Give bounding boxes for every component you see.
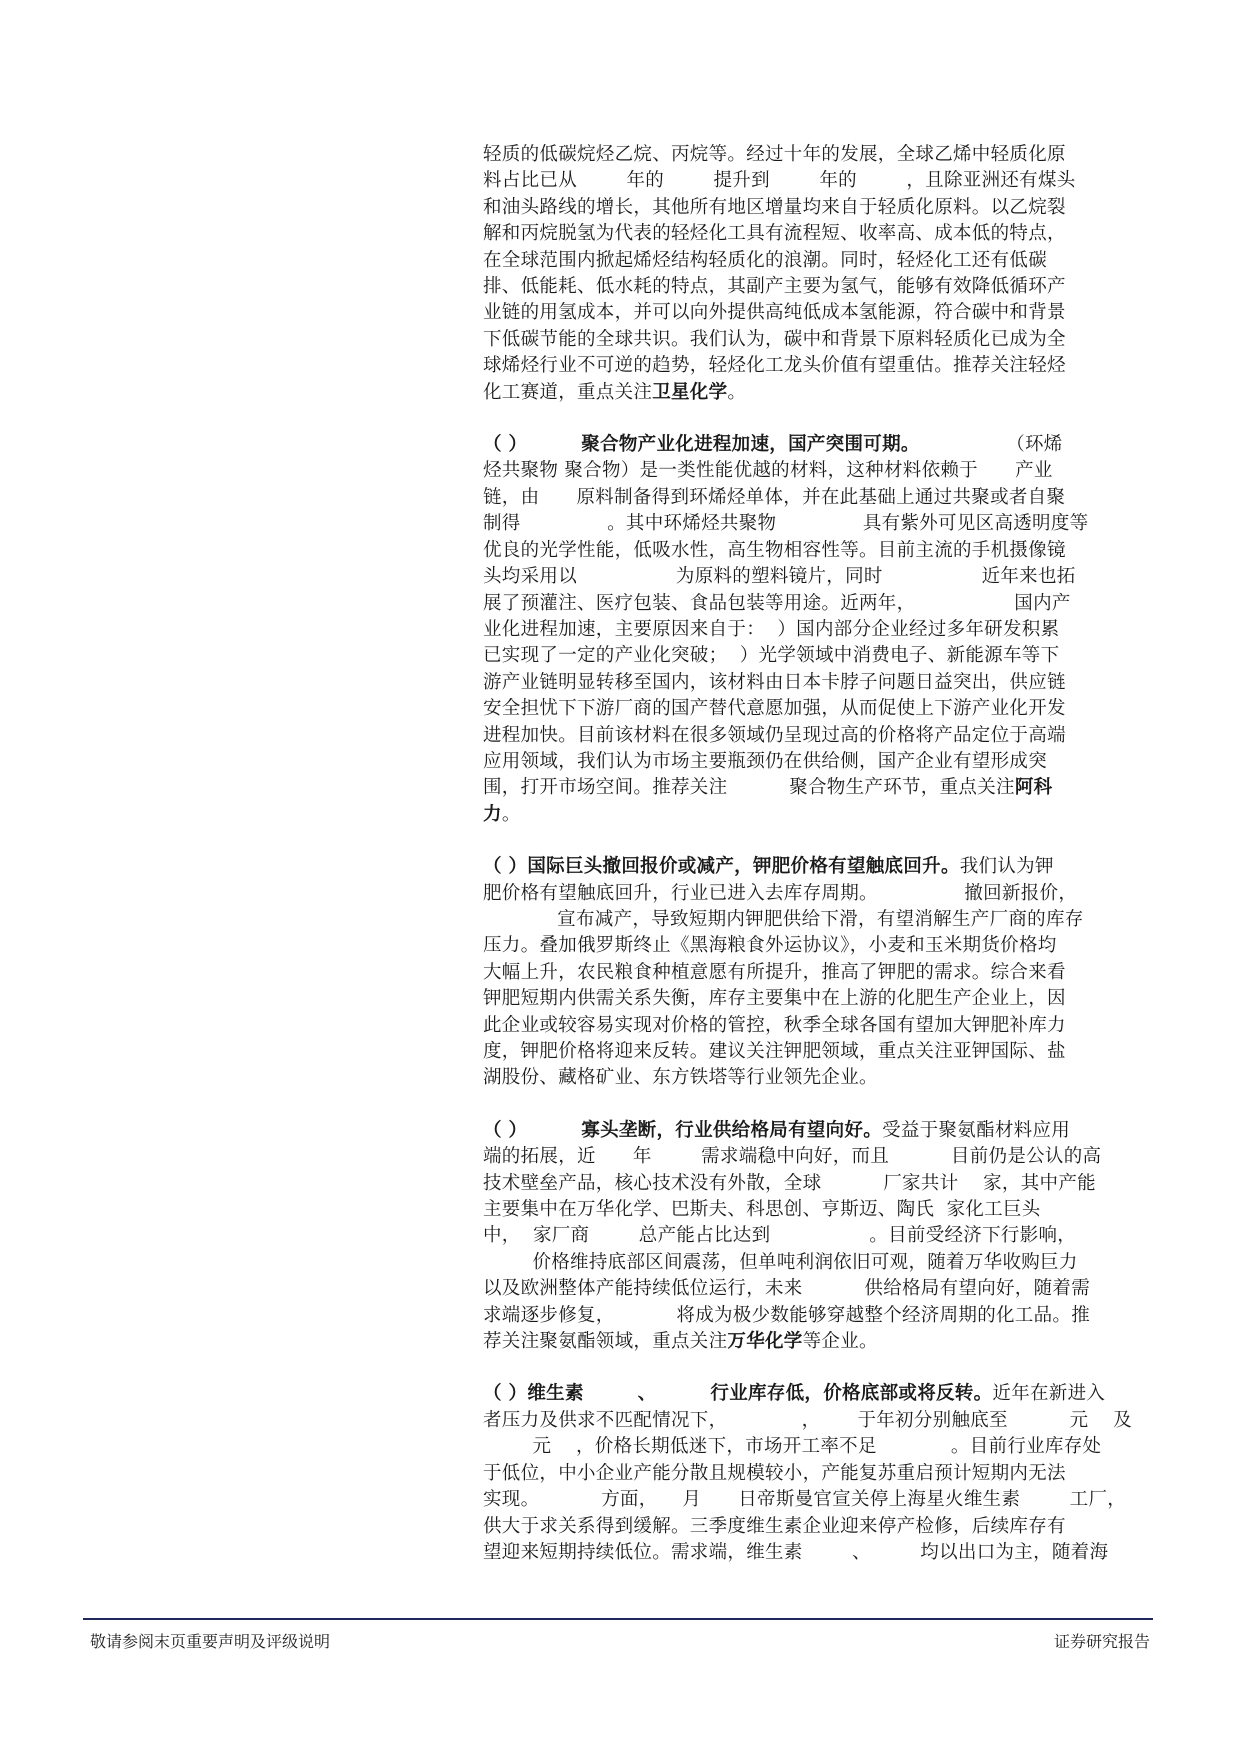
text-segment: 解和丙烷脱氢为代表的轻烃化工具有流程短、收率高、成本低的特点， [483, 223, 1066, 245]
text-segment: 展了预灌注、医疗包装、食品包装等用途。近两年， 国内产 [483, 592, 1071, 614]
footer-report-type: 证券研究报告 [1053, 1632, 1150, 1651]
text-line [483, 723, 1135, 749]
text-segment: 大幅上升，农民粮食种植意愿有所提升，推高了钾肥的需求。综合来看 [483, 961, 1066, 983]
text-segment: 近年在新进入 [992, 1383, 1106, 1405]
text-segment: 实现。 方面， 月 日帝斯曼官宣关停上海星火维生素 工厂， [483, 1489, 1127, 1511]
text-line [483, 1303, 1135, 1329]
text-segment: 链，由 原料制备得到环烯烃单体，并在此基础上通过共聚或者自聚 [483, 486, 1066, 508]
bold-text: （ ）维生素 、 行业库存低，价格底部或将反转。 [483, 1383, 993, 1405]
text-segment: 球烯烃行业不可逆的趋势，轻烃化工龙头价值有望重估。推荐关注轻烃 [483, 355, 1066, 377]
text-segment: 我们认为钾 [959, 856, 1054, 878]
text-line [483, 1461, 1135, 1487]
text-segment: 等企业。 [802, 1331, 878, 1353]
text-line [483, 564, 1135, 590]
text-segment: 游产业链明显转移至国内，该材料由日本卡脖子问题日益突出，供应链 [483, 671, 1066, 693]
text-line [483, 1434, 1135, 1460]
text-segment: 。 [501, 803, 521, 825]
text-segment: 湖股份、藏格矿业、东方铁塔等行业领先企业。 [483, 1067, 878, 1089]
text-line [483, 458, 1135, 484]
text-segment: 烃共聚物 聚合物）是一类性能优越的材料，这种材料依赖于 产业 [483, 460, 1053, 482]
text-segment: 和油头路线的增长，其他所有地区增量均来自于轻质化原料。以乙烷裂 [483, 196, 1066, 218]
text-line [483, 1487, 1135, 1513]
text-line [483, 1144, 1135, 1170]
text-line [483, 854, 1135, 880]
text-segment: 此企业或较容易实现对价格的管控，秋季全球各国有望加大钾肥补库力 [483, 1014, 1066, 1036]
text-segment: 业化进程加速，主要原因来自于： ）国内部分企业经过多年研发积累 [483, 618, 1060, 640]
text-segment: 供大于求关系得到缓解。三季度维生素企业迎来停产检修，后续库存有 [483, 1515, 1066, 1537]
text-line [483, 1171, 1135, 1197]
text-segment: 业链的用氢成本，并可以向外提供高纯低成本氢能源，符合碳中和背景 [483, 302, 1066, 324]
text-segment: 于低位，中小企业产能分散且规模较小，产能复苏重启预计短期内无法 [483, 1462, 1066, 1484]
text-segment: 化工赛道，重点关注 [483, 381, 653, 403]
text-segment: 应用领域，我们认为市场主要瓶颈仍在供给侧，国产企业有望形成突 [483, 750, 1048, 772]
text-segment: 已实现了一定的产业化突破； ）光学领域中消费电子、新能源车等下 [483, 645, 1060, 667]
text-line [483, 1223, 1135, 1249]
text-segment: 受益于聚氨酯材料应用 [882, 1119, 1071, 1141]
bold-text: 力 [483, 803, 502, 825]
bold-text: 阿科 [1014, 777, 1053, 799]
text-line [483, 1276, 1135, 1302]
text-segment: （环烯 [919, 434, 1063, 456]
text-segment: 轻质的低碳烷烃乙烷、丙烷等。经过十年的发展，全球乙烯中轻质化原 [483, 144, 1066, 165]
text-segment: 优良的光学性能，低吸水性，高生物相容性等。目前主流的手机摄像镜 [483, 539, 1066, 561]
text-line [483, 670, 1135, 696]
text-line [483, 274, 1135, 300]
text-line [483, 485, 1135, 511]
text-line [483, 1118, 1135, 1144]
text-line [483, 1250, 1135, 1276]
bold-text: （ ） 寡头垄断，行业供给格局有望向好。 [483, 1119, 883, 1141]
bold-text: （ ） 聚合物产业化进程加速，国产突围可期。 [483, 434, 920, 456]
text-segment: 价格维持底部区间震荡，但单吨利润依旧可观，随着万华收购巨力 [483, 1251, 1078, 1273]
text-segment: 肥价格有望触底回升，行业已进入去库存周期。 撤回新报价， [483, 882, 1078, 904]
text-line [483, 380, 1135, 406]
paragraph-4 [483, 1118, 1135, 1356]
text-segment: 端的拓展，近 年 需求端稳中向好，而且 目前仍是公认的高 [483, 1146, 1102, 1168]
text-segment: 料占比已从 年的 提升到 年的 ，且除亚洲还有煤头 [483, 170, 1076, 192]
footer-disclaimer: 敬请参阅末页重要声明及评级说明 [90, 1632, 331, 1651]
text-segment: 制得 。其中环烯烃共聚物 具有紫外可见区高透明度等 [483, 513, 1089, 535]
text-line [483, 643, 1135, 669]
text-line [483, 511, 1135, 537]
report-body [483, 142, 1135, 1592]
text-segment: 钾肥短期内供需关系失衡，库存主要集中在上游的化肥生产企业上，因 [483, 988, 1066, 1010]
text-line [483, 142, 1135, 168]
text-line [483, 300, 1135, 326]
text-line [483, 538, 1135, 564]
text-line [483, 617, 1135, 643]
bold-text: （ ）国际巨头撤回报价或减产，钾肥价格有望触底回升。 [483, 856, 960, 878]
text-line [483, 1039, 1135, 1065]
text-line [483, 1408, 1135, 1434]
text-segment: 技术壁垒产品，核心技术没有外散，全球 厂家共计 家，其中产能 [483, 1172, 1096, 1194]
text-segment: 进程加快。目前该材料在很多领域仍呈现过高的价格将产品定位于高端 [483, 724, 1066, 746]
text-segment: 以及欧洲整体产能持续低位运行，未来 供给格局有望向好，随着需 [483, 1278, 1091, 1300]
text-segment: 中， 家厂商 总产能占比达到 。目前受经济下行影响， [483, 1225, 1077, 1247]
paragraph-1 [483, 142, 1135, 406]
text-line [483, 1540, 1135, 1566]
text-line [483, 327, 1135, 353]
text-line [483, 881, 1135, 907]
text-segment: 宣布减产，导致短期内钾肥供给下滑，有望消解生产厂商的库存 [483, 908, 1084, 930]
text-line [483, 221, 1135, 247]
text-line [483, 775, 1135, 801]
text-segment: 下低碳节能的全球共识。我们认为，碳中和背景下原料轻质化已成为全 [483, 328, 1066, 350]
text-line [483, 1013, 1135, 1039]
text-segment: 排、低能耗、低水耗的特点，其副产主要为氢气，能够有效降低循环产 [483, 276, 1066, 298]
text-segment: 围，打开市场空间。推荐关注 聚合物生产环节，重点关注 [483, 777, 1015, 799]
text-line [483, 907, 1135, 933]
text-line [483, 696, 1135, 722]
text-segment: 。 [727, 381, 747, 403]
text-segment: 者压力及供求不匹配情况下， ， 于年初分别触底至 元 及 [483, 1409, 1132, 1431]
text-segment: 荐关注聚氨酯领域，重点关注 [483, 1331, 728, 1353]
text-line [483, 195, 1135, 221]
text-line [483, 1197, 1135, 1223]
paragraph-5 [483, 1381, 1135, 1566]
text-line [483, 960, 1135, 986]
text-segment: 度，钾肥价格将迎来反转。建议关注钾肥领域，重点关注亚钾国际、盐 [483, 1041, 1066, 1062]
text-segment: 头均采用以 为原料的塑料镜片，同时 近年来也拓 [483, 566, 1076, 588]
text-segment: 压力。叠加俄罗斯终止《黑海粮食外运协议》，小麦和玉米期货价格均 [483, 935, 1057, 957]
text-line [483, 802, 1135, 828]
footer-divider [83, 1618, 1153, 1620]
text-segment: 安全担忧下下游厂商的国产替代意愿加强，从而促使上下游产业化开发 [483, 698, 1066, 720]
paragraph-3 [483, 854, 1135, 1092]
text-segment: 求端逐步修复， 将成为极少数能够穿越整个经济周期的化工品。推 [483, 1304, 1091, 1326]
paragraph-2 [483, 432, 1135, 828]
text-line [483, 168, 1135, 194]
text-line [483, 986, 1135, 1012]
text-segment: 元 ，价格长期低迷下，市场开工率不足 。目前行业库存处 [483, 1436, 1102, 1458]
text-line [483, 591, 1135, 617]
text-line [483, 353, 1135, 379]
text-segment: 主要集中在万华化学、巴斯夫、科思创、亨斯迈、陶氏 家化工巨头 [483, 1199, 1041, 1221]
text-line [483, 749, 1135, 775]
text-line [483, 1329, 1135, 1355]
text-line [483, 933, 1135, 959]
text-segment: 望迎来短期持续低位。需求端，维生素 、 均以出口为主，随着海 [483, 1541, 1109, 1563]
text-line [483, 1065, 1135, 1091]
text-line [483, 1514, 1135, 1540]
text-segment: 在全球范围内掀起烯烃结构轻质化的浪潮。同时，轻烃化工还有低碳 [483, 249, 1048, 271]
text-line [483, 432, 1135, 458]
text-line [483, 248, 1135, 274]
text-line [483, 1381, 1135, 1407]
bold-text: 卫星化学 [652, 381, 728, 403]
bold-text: 万华化学 [727, 1331, 803, 1353]
